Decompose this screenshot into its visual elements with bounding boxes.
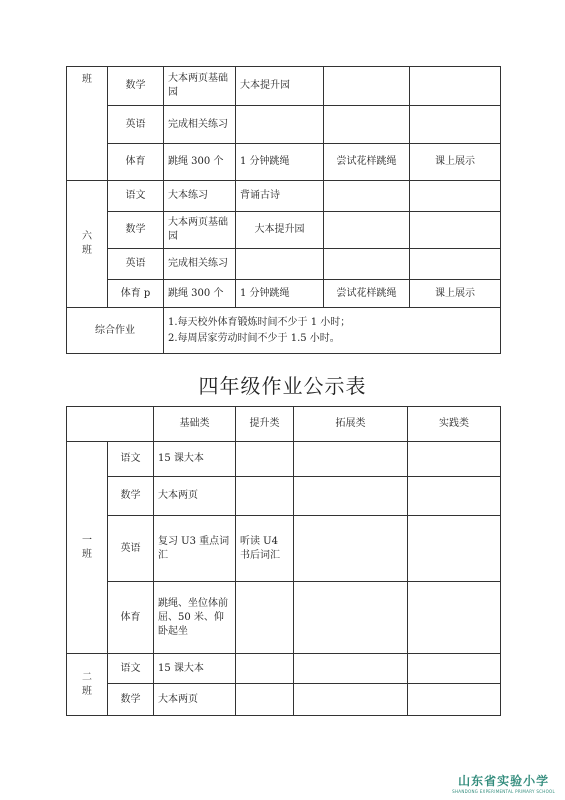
- class-label-line1: 一: [82, 534, 92, 546]
- comprehensive-line-2: 2.每周居家劳动时间不少于 1.5 小时。: [168, 332, 340, 344]
- improve-cell: 听读 U4 书后词汇: [236, 516, 294, 582]
- expand-cell: 尝试花样跳绳: [324, 144, 410, 181]
- basic-cell: 复习 U3 重点词汇: [154, 516, 236, 582]
- subject-cell: 数学: [108, 67, 164, 106]
- basic-cell: 跳绳 300 个: [164, 280, 236, 308]
- school-logo: [452, 772, 555, 794]
- class-cell: [67, 67, 108, 181]
- class-cell: [67, 654, 108, 716]
- subject-cell: 语文: [108, 442, 154, 477]
- practice-cell: 课上展示: [410, 144, 501, 181]
- practice-cell: [408, 477, 501, 516]
- basic-cell: 跳绳、坐位体前屈、50 米、仰卧起坐: [154, 582, 236, 654]
- basic-cell: 完成相关练习: [164, 249, 236, 280]
- expand-cell: [294, 477, 408, 516]
- expand-cell: [324, 212, 410, 249]
- expand-cell: [324, 67, 410, 106]
- practice-cell: [410, 181, 501, 212]
- header-blank: [67, 407, 154, 442]
- class-label: 班: [82, 74, 92, 85]
- subject-cell: 英语: [108, 516, 154, 582]
- class-label-line1: 二: [82, 671, 92, 683]
- practice-cell: [410, 249, 501, 280]
- improve-cell: [236, 684, 294, 716]
- header-expand: 拓展类: [294, 407, 408, 442]
- improve-cell: [236, 106, 324, 144]
- expand-cell: [294, 654, 408, 684]
- page-title: 四年级作业公示表: [198, 374, 367, 398]
- basic-cell: 大本练习: [164, 181, 236, 212]
- expand-cell: [324, 249, 410, 280]
- subject-cell: 体育: [108, 582, 154, 654]
- improve-cell: 大本提升园: [236, 67, 324, 106]
- class-cell: [67, 442, 108, 654]
- basic-cell: 大本两页基础园: [164, 212, 236, 249]
- subject-cell: 英语: [108, 106, 164, 144]
- practice-cell: [408, 684, 501, 716]
- expand-cell: [294, 516, 408, 582]
- class-label-line1: 六: [82, 231, 92, 242]
- school-logo-en: SHANDONG EXPERIMENTAL PRIMARY SCHOOL: [452, 789, 555, 794]
- improve-cell: [236, 249, 324, 280]
- header-improve: 提升类: [236, 407, 294, 442]
- class-label-line2: 班: [82, 685, 92, 697]
- homework-table-top: [66, 66, 501, 354]
- school-logo-cn: 山东省实验小学: [458, 774, 550, 788]
- subject-cell: 数学: [108, 477, 154, 516]
- subject-cell: 数学: [108, 212, 164, 249]
- improve-cell: 1 分钟跳绳: [236, 144, 324, 181]
- basic-cell: 大本两页基础园: [164, 67, 236, 106]
- improve-cell: [236, 582, 294, 654]
- subject-cell: 英语: [108, 249, 164, 280]
- practice-cell: [410, 106, 501, 144]
- practice-cell: [408, 442, 501, 477]
- subject-cell: 语文: [108, 654, 154, 684]
- subject-cell: 数学: [108, 684, 154, 716]
- expand-cell: [324, 106, 410, 144]
- header-basic: 基础类: [154, 407, 236, 442]
- comprehensive-line-1: 1.每天校外体育锻炼时间不少于 1 小时；: [168, 316, 351, 328]
- subject-cell: 语文: [108, 181, 164, 212]
- improve-cell: 背诵古诗: [236, 181, 324, 212]
- basic-cell: 15 课大本: [154, 654, 236, 684]
- expand-cell: [294, 442, 408, 477]
- basic-cell: 跳绳 300 个: [164, 144, 236, 181]
- comprehensive-content: [164, 308, 501, 354]
- practice-cell: 课上展示: [410, 280, 501, 308]
- improve-cell: [236, 442, 294, 477]
- class-cell: [67, 181, 108, 308]
- comprehensive-label: 综合作业: [67, 308, 164, 354]
- practice-cell: [410, 212, 501, 249]
- expand-cell: 尝试花样跳绳: [324, 280, 410, 308]
- expand-cell: [294, 684, 408, 716]
- expand-cell: [294, 582, 408, 654]
- homework-table-grade4: [66, 406, 501, 716]
- practice-cell: [408, 582, 501, 654]
- subject-cell: 体育 p: [108, 280, 164, 308]
- basic-cell: 大本两页: [154, 684, 236, 716]
- class-label-line2: 班: [82, 548, 92, 560]
- expand-cell: [324, 181, 410, 212]
- practice-cell: [408, 516, 501, 582]
- improve-cell: 1 分钟跳绳: [236, 280, 324, 308]
- basic-cell: 15 课大本: [154, 442, 236, 477]
- improve-cell: [236, 654, 294, 684]
- header-practice: 实践类: [408, 407, 501, 442]
- subject-cell: 体育: [108, 144, 164, 181]
- practice-cell: [408, 654, 501, 684]
- basic-cell: 完成相关练习: [164, 106, 236, 144]
- class-label-line2: 班: [82, 245, 92, 256]
- practice-cell: [410, 67, 501, 106]
- basic-cell: 大本两页: [154, 477, 236, 516]
- improve-cell: 大本提升园: [236, 212, 324, 249]
- improve-cell: [236, 477, 294, 516]
